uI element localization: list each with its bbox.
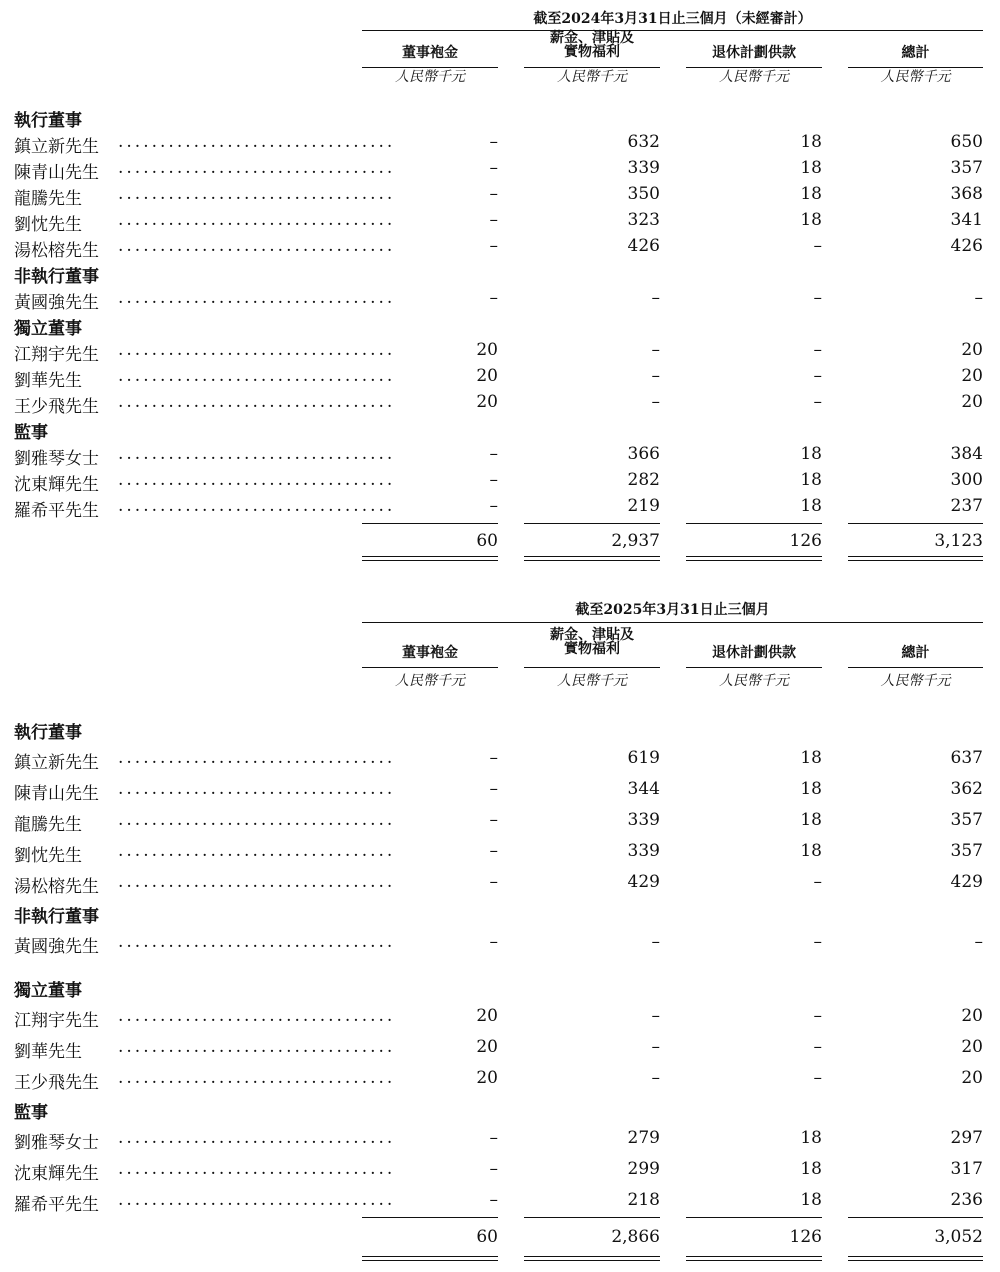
table-row	[0, 872, 1000, 896]
value-cell: 218	[627, 1190, 660, 1210]
column-header-rule	[524, 667, 660, 668]
total-double-rule	[362, 556, 498, 561]
total-double-rule	[848, 1256, 983, 1261]
table-row	[0, 810, 1000, 834]
value-cell: 20	[961, 366, 983, 386]
section-title: 監事	[14, 1103, 48, 1123]
value-cell: –	[489, 1159, 498, 1179]
value-cell: 426	[627, 236, 660, 256]
value-cell: –	[489, 872, 498, 892]
value-cell: 20	[961, 1037, 983, 1057]
value-cell: 279	[627, 1128, 660, 1148]
value-cell: –	[813, 932, 822, 952]
column-header: 總計	[901, 645, 930, 661]
table-row	[0, 444, 1000, 468]
leader-dots: .................................	[118, 366, 396, 386]
leader-dots: .................................	[118, 236, 396, 256]
value-cell: 18	[800, 1190, 822, 1210]
director-name: 劉雅琴女士	[14, 449, 99, 469]
value-cell: –	[813, 872, 822, 892]
value-cell: 20	[476, 1006, 498, 1026]
value-cell: 344	[627, 779, 660, 799]
column-unit: 人民幣千元	[557, 69, 627, 85]
subtotal-rule	[362, 523, 498, 524]
value-cell: 20	[961, 1068, 983, 1088]
value-cell: 20	[476, 392, 498, 412]
table-row	[0, 496, 1000, 520]
value-cell: –	[489, 1190, 498, 1210]
total-double-rule	[848, 556, 983, 561]
director-name: 江翔宇先生	[14, 1011, 99, 1031]
leader-dots: .................................	[118, 779, 396, 799]
director-name: 劉華先生	[14, 1042, 82, 1062]
value-cell: 18	[800, 779, 822, 799]
column-unit: 人民幣千元	[880, 69, 951, 85]
leader-dots: .................................	[118, 1068, 396, 1088]
director-name: 王少飛先生	[14, 1073, 99, 1093]
column-unit: 人民幣千元	[719, 69, 789, 85]
value-cell: –	[813, 1006, 822, 1026]
leader-dots: .................................	[118, 288, 396, 308]
table-row	[0, 288, 1000, 312]
director-name: 鎮立新先生	[14, 753, 99, 773]
value-cell: –	[651, 1037, 660, 1057]
director-name: 王少飛先生	[14, 397, 99, 417]
leader-dots: .................................	[118, 1006, 396, 1026]
value-cell: –	[813, 288, 822, 308]
leader-dots: .................................	[118, 932, 396, 952]
value-cell: 650	[950, 132, 983, 152]
section-title: 非執行董事	[14, 907, 99, 927]
director-name: 劉忱先生	[14, 215, 82, 235]
value-cell: 237	[950, 496, 983, 516]
value-cell: 362	[950, 779, 983, 799]
value-cell: 350	[627, 184, 660, 204]
value-cell: 299	[627, 1159, 660, 1179]
total-cell: 3,052	[934, 1227, 983, 1247]
column-header: 總計	[901, 45, 930, 61]
director-name: 湯松榕先生	[14, 877, 99, 897]
table-row	[0, 1159, 1000, 1183]
director-name: 陳青山先生	[14, 784, 99, 804]
value-cell: –	[651, 288, 660, 308]
value-cell: –	[651, 1068, 660, 1088]
subtotal-rule	[848, 523, 983, 524]
section-title: 非執行董事	[14, 267, 99, 287]
value-cell: –	[489, 810, 498, 830]
value-cell: –	[489, 932, 498, 952]
director-name: 黃國強先生	[14, 293, 99, 313]
value-cell: 341	[950, 210, 983, 230]
section-heading	[0, 976, 1000, 1000]
value-cell: 18	[800, 1159, 822, 1179]
value-cell: –	[489, 841, 498, 861]
value-cell: 18	[800, 444, 822, 464]
director-name: 劉雅琴女士	[14, 1133, 99, 1153]
table-row	[0, 841, 1000, 865]
section-heading	[0, 1098, 1000, 1122]
value-cell: –	[489, 444, 498, 464]
table-row	[0, 1006, 1000, 1030]
subtotal-rule	[524, 1217, 660, 1218]
value-cell: 339	[627, 810, 660, 830]
column-header: 退休計劃供款	[712, 645, 796, 661]
value-cell: 429	[950, 872, 983, 892]
value-cell: –	[489, 779, 498, 799]
value-cell: 368	[950, 184, 983, 204]
value-cell: 357	[950, 158, 983, 178]
column-header-rule	[848, 667, 983, 668]
value-cell: 297	[950, 1128, 983, 1148]
leader-dots: .................................	[118, 810, 396, 830]
value-cell: –	[651, 366, 660, 386]
section-heading	[0, 902, 1000, 926]
value-cell: 18	[800, 841, 822, 861]
director-name: 沈東輝先生	[14, 1164, 99, 1184]
section-title: 執行董事	[14, 111, 82, 131]
value-cell: –	[651, 392, 660, 412]
total-cell: 2,937	[611, 531, 660, 551]
leader-dots: .................................	[118, 1159, 396, 1179]
section-heading	[0, 106, 1000, 130]
director-name: 羅希平先生	[14, 501, 99, 521]
value-cell: –	[813, 366, 822, 386]
value-cell: 357	[950, 810, 983, 830]
value-cell: –	[974, 288, 983, 308]
table-row	[0, 158, 1000, 182]
value-cell: –	[489, 210, 498, 230]
value-cell: 18	[800, 1128, 822, 1148]
leader-dots: .................................	[118, 470, 396, 490]
table-row	[0, 1037, 1000, 1061]
value-cell: 18	[800, 810, 822, 830]
total-double-rule	[524, 556, 660, 561]
section-heading	[0, 418, 1000, 442]
column-header: 薪金、津貼及 實物福利	[550, 627, 634, 657]
column-header-rule	[686, 667, 822, 668]
director-name: 黃國強先生	[14, 937, 99, 957]
total-double-rule	[524, 1256, 660, 1261]
table-row	[0, 1190, 1000, 1214]
leader-dots: .................................	[118, 184, 396, 204]
value-cell: 18	[800, 470, 822, 490]
value-cell: –	[813, 340, 822, 360]
leader-dots: .................................	[118, 340, 396, 360]
total-double-rule	[686, 556, 822, 561]
value-cell: 20	[961, 1006, 983, 1026]
value-cell: 219	[627, 496, 660, 516]
table-row	[0, 392, 1000, 416]
value-cell: –	[489, 496, 498, 516]
value-cell: –	[651, 340, 660, 360]
table-row	[0, 366, 1000, 390]
value-cell: 18	[800, 210, 822, 230]
value-cell: 18	[800, 132, 822, 152]
column-header: 董事袍金	[402, 645, 458, 661]
leader-dots: .................................	[118, 158, 396, 178]
column-header-rule	[362, 667, 498, 668]
value-cell: 18	[800, 496, 822, 516]
value-cell: 323	[627, 210, 660, 230]
leader-dots: .................................	[118, 132, 396, 152]
leader-dots: .................................	[118, 1128, 396, 1148]
value-cell: 317	[950, 1159, 983, 1179]
value-cell: –	[974, 932, 983, 952]
value-cell: 18	[800, 184, 822, 204]
subtotal-rule	[686, 523, 822, 524]
value-cell: –	[651, 932, 660, 952]
value-cell: 619	[627, 748, 660, 768]
leader-dots: .................................	[118, 210, 396, 230]
director-name: 龍騰先生	[14, 815, 82, 835]
table-row	[0, 470, 1000, 494]
table-row	[0, 748, 1000, 772]
leader-dots: .................................	[118, 872, 396, 892]
subtotal-rule	[686, 1217, 822, 1218]
director-name: 陳青山先生	[14, 163, 99, 183]
director-name: 劉忱先生	[14, 846, 82, 866]
subtotal-rule	[362, 1217, 498, 1218]
value-cell: 18	[800, 748, 822, 768]
section-title: 獨立董事	[14, 981, 82, 1001]
subtotal-rule	[524, 523, 660, 524]
value-cell: 339	[627, 841, 660, 861]
value-cell: 236	[950, 1190, 983, 1210]
value-cell: 20	[476, 1037, 498, 1057]
value-cell: 366	[627, 444, 660, 464]
table-row	[0, 236, 1000, 260]
column-header: 薪金、津貼及 實物福利	[550, 30, 634, 60]
subtotal-rule	[848, 1217, 983, 1218]
section-title: 執行董事	[14, 723, 82, 743]
director-name: 沈東輝先生	[14, 475, 99, 495]
total-cell: 2,866	[611, 1227, 660, 1247]
table-row	[0, 132, 1000, 156]
total-double-rule	[686, 1256, 822, 1261]
table-row	[0, 1068, 1000, 1092]
total-cell: 60	[476, 1227, 498, 1247]
director-name: 湯松榕先生	[14, 241, 99, 261]
value-cell: –	[651, 1006, 660, 1026]
value-cell: 384	[950, 444, 983, 464]
value-cell: –	[489, 470, 498, 490]
value-cell: –	[813, 392, 822, 412]
leader-dots: .................................	[118, 841, 396, 861]
value-cell: 20	[961, 340, 983, 360]
total-cell: 3,123	[934, 531, 983, 551]
total-cell: 126	[789, 1227, 822, 1247]
section-title: 監事	[14, 423, 48, 443]
director-name: 羅希平先生	[14, 1195, 99, 1215]
value-cell: –	[489, 132, 498, 152]
director-name: 鎮立新先生	[14, 137, 99, 157]
table-row	[0, 1128, 1000, 1152]
section-heading	[0, 718, 1000, 742]
period-rule	[362, 622, 983, 623]
total-cell: 60	[476, 531, 498, 551]
leader-dots: .................................	[118, 1190, 396, 1210]
section-heading	[0, 262, 1000, 286]
value-cell: –	[813, 236, 822, 256]
value-cell: –	[489, 288, 498, 308]
value-cell: –	[489, 748, 498, 768]
value-cell: 632	[627, 132, 660, 152]
table-row	[0, 340, 1000, 364]
director-name: 江翔宇先生	[14, 345, 99, 365]
period-rule	[362, 30, 983, 31]
value-cell: –	[813, 1068, 822, 1088]
value-cell: –	[489, 184, 498, 204]
table-row	[0, 779, 1000, 803]
column-unit: 人民幣千元	[557, 673, 627, 689]
value-cell: –	[489, 158, 498, 178]
column-unit: 人民幣千元	[395, 69, 465, 85]
director-name: 龍騰先生	[14, 189, 82, 209]
value-cell: 300	[950, 470, 983, 490]
section-heading	[0, 314, 1000, 338]
table-period-heading: 截至2024年3月31日止三個月（未經審計）	[533, 11, 812, 27]
leader-dots: .................................	[118, 748, 396, 768]
value-cell: –	[813, 1037, 822, 1057]
value-cell: 637	[950, 748, 983, 768]
leader-dots: .................................	[118, 496, 396, 516]
table-period-heading: 截至2025年3月31日止三個月	[575, 602, 770, 618]
table-row	[0, 184, 1000, 208]
column-unit: 人民幣千元	[880, 673, 951, 689]
value-cell: 20	[476, 340, 498, 360]
section-title: 獨立董事	[14, 319, 82, 339]
column-header: 退休計劃供款	[712, 45, 796, 61]
value-cell: 339	[627, 158, 660, 178]
value-cell: 20	[476, 1068, 498, 1088]
value-cell: 429	[627, 872, 660, 892]
value-cell: 357	[950, 841, 983, 861]
column-unit: 人民幣千元	[395, 673, 465, 689]
value-cell: 426	[950, 236, 983, 256]
table-row	[0, 210, 1000, 234]
leader-dots: .................................	[118, 1037, 396, 1057]
leader-dots: .................................	[118, 444, 396, 464]
value-cell: 282	[627, 470, 660, 490]
total-double-rule	[362, 1256, 498, 1261]
leader-dots: .................................	[118, 392, 396, 412]
director-name: 劉華先生	[14, 371, 82, 391]
value-cell: 20	[961, 392, 983, 412]
value-cell: 18	[800, 158, 822, 178]
value-cell: –	[489, 1128, 498, 1148]
value-cell: –	[489, 236, 498, 256]
value-cell: 20	[476, 366, 498, 386]
total-cell: 126	[789, 531, 822, 551]
column-header: 董事袍金	[402, 45, 458, 61]
table-row	[0, 932, 1000, 956]
column-unit: 人民幣千元	[719, 673, 789, 689]
